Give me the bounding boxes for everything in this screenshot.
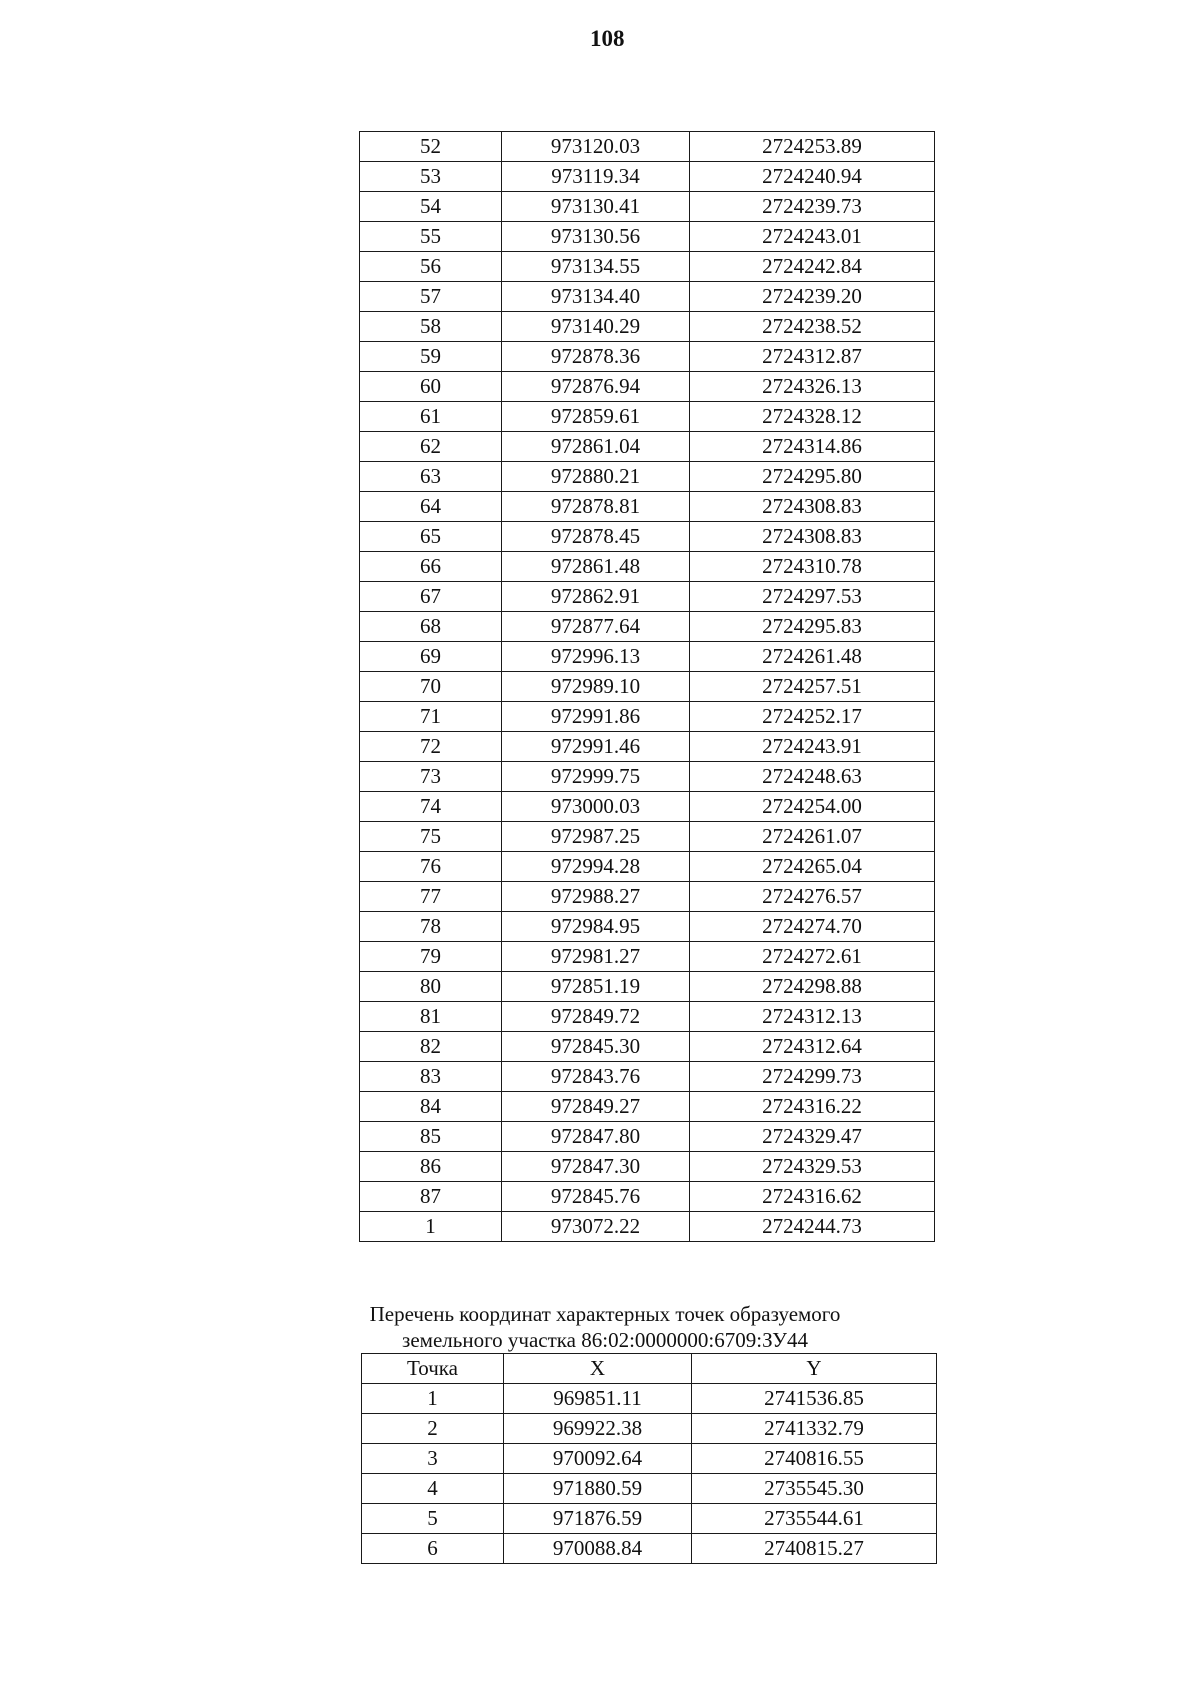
cell-point: 69 xyxy=(360,642,502,672)
cell-y: 2724328.12 xyxy=(690,402,935,432)
cell-x: 972878.45 xyxy=(502,522,690,552)
cell-point: 5 xyxy=(362,1504,504,1534)
table-row xyxy=(360,822,935,852)
cell-x: 970092.64 xyxy=(504,1444,692,1474)
cell-x: 972861.04 xyxy=(502,432,690,462)
cell-x: 972878.81 xyxy=(502,492,690,522)
cell-point: 84 xyxy=(360,1092,502,1122)
cell-point: 6 xyxy=(362,1534,504,1564)
table-row xyxy=(360,252,935,282)
cell-x: 972999.75 xyxy=(502,762,690,792)
cell-point: 64 xyxy=(360,492,502,522)
cell-x: 972981.27 xyxy=(502,942,690,972)
cell-x: 972876.94 xyxy=(502,372,690,402)
table-row xyxy=(360,732,935,762)
table-row xyxy=(360,762,935,792)
cell-y: 2724257.51 xyxy=(690,672,935,702)
cell-x: 972988.27 xyxy=(502,882,690,912)
cell-point: 78 xyxy=(360,912,502,942)
table-row xyxy=(360,1122,935,1152)
table-row xyxy=(360,552,935,582)
cell-y: 2724329.53 xyxy=(690,1152,935,1182)
cell-x: 972847.80 xyxy=(502,1122,690,1152)
cell-x: 973130.56 xyxy=(502,222,690,252)
cell-point: 79 xyxy=(360,942,502,972)
cell-point: 54 xyxy=(360,192,502,222)
cell-y: 2724239.73 xyxy=(690,192,935,222)
cell-y: 2724252.17 xyxy=(690,702,935,732)
cell-y: 2724243.91 xyxy=(690,732,935,762)
table-row xyxy=(360,522,935,552)
cell-point: 3 xyxy=(362,1444,504,1474)
table-row xyxy=(360,312,935,342)
cell-point: 77 xyxy=(360,882,502,912)
table-caption-line-1: Перечень координат характерных точек образуемого xyxy=(369,1302,841,1326)
cell-y: 2724239.20 xyxy=(690,282,935,312)
cell-y: 2724274.70 xyxy=(690,912,935,942)
cell-y: 2724297.53 xyxy=(690,582,935,612)
cell-x: 972880.21 xyxy=(502,462,690,492)
cell-x: 972877.64 xyxy=(502,612,690,642)
cell-point: 71 xyxy=(360,702,502,732)
cell-y: 2740816.55 xyxy=(692,1444,937,1474)
cell-x: 971880.59 xyxy=(504,1474,692,1504)
page-number: 108 xyxy=(590,26,625,51)
cell-point: 1 xyxy=(360,1212,502,1242)
cell-x: 972862.91 xyxy=(502,582,690,612)
cell-y: 2724316.22 xyxy=(690,1092,935,1122)
cell-point: 73 xyxy=(360,762,502,792)
cell-y: 2724253.89 xyxy=(690,132,935,162)
cell-point: 65 xyxy=(360,522,502,552)
table-row xyxy=(360,1092,935,1122)
table-row xyxy=(360,222,935,252)
cell-y: 2724308.83 xyxy=(690,492,935,522)
table-row xyxy=(360,192,935,222)
cell-x: 973130.41 xyxy=(502,192,690,222)
cell-y: 2724240.94 xyxy=(690,162,935,192)
cell-point: 1 xyxy=(362,1384,504,1414)
cell-point: 87 xyxy=(360,1182,502,1212)
cell-x: 972843.76 xyxy=(502,1062,690,1092)
table-row xyxy=(360,1212,935,1242)
cell-x: 972845.76 xyxy=(502,1182,690,1212)
cell-y: 2724316.62 xyxy=(690,1182,935,1212)
cell-x: 969922.38 xyxy=(504,1414,692,1444)
cell-point: 75 xyxy=(360,822,502,852)
table-row xyxy=(362,1444,937,1474)
table-row xyxy=(360,372,935,402)
cell-x: 973120.03 xyxy=(502,132,690,162)
table-row xyxy=(360,1152,935,1182)
cell-y: 2724242.84 xyxy=(690,252,935,282)
cell-y: 2724261.48 xyxy=(690,642,935,672)
cell-point: 60 xyxy=(360,372,502,402)
cell-y: 2724326.13 xyxy=(690,372,935,402)
header-y: Y xyxy=(692,1354,937,1384)
table-row xyxy=(360,282,935,312)
cell-x: 969851.11 xyxy=(504,1384,692,1414)
table-row xyxy=(360,642,935,672)
table-row xyxy=(360,462,935,492)
cell-point: 70 xyxy=(360,672,502,702)
cell-x: 973134.40 xyxy=(502,282,690,312)
table-row xyxy=(360,162,935,192)
table-row xyxy=(360,492,935,522)
cell-y: 2724312.13 xyxy=(690,1002,935,1032)
table-row xyxy=(362,1534,937,1564)
cell-y: 2724238.52 xyxy=(690,312,935,342)
cell-y: 2724314.86 xyxy=(690,432,935,462)
table-row xyxy=(362,1384,937,1414)
cell-x: 970088.84 xyxy=(504,1534,692,1564)
cell-point: 81 xyxy=(360,1002,502,1032)
cell-x: 972845.30 xyxy=(502,1032,690,1062)
cell-point: 53 xyxy=(360,162,502,192)
cell-x: 972861.48 xyxy=(502,552,690,582)
cell-y: 2741332.79 xyxy=(692,1414,937,1444)
cell-x: 973119.34 xyxy=(502,162,690,192)
cell-y: 2735545.30 xyxy=(692,1474,937,1504)
cell-x: 972859.61 xyxy=(502,402,690,432)
cell-x: 972991.46 xyxy=(502,732,690,762)
table-row xyxy=(360,342,935,372)
cell-y: 2741536.85 xyxy=(692,1384,937,1414)
cell-y: 2724243.01 xyxy=(690,222,935,252)
table-row xyxy=(360,1062,935,1092)
cell-y: 2724312.87 xyxy=(690,342,935,372)
table-row xyxy=(360,582,935,612)
table-row xyxy=(362,1504,937,1534)
cell-x: 972878.36 xyxy=(502,342,690,372)
table-row xyxy=(360,432,935,462)
table-row xyxy=(360,1032,935,1062)
plot-coordinates-table-body xyxy=(362,1384,937,1564)
cell-y: 2724298.88 xyxy=(690,972,935,1002)
cell-y: 2724312.64 xyxy=(690,1032,935,1062)
cell-point: 67 xyxy=(360,582,502,612)
table-row xyxy=(360,912,935,942)
cell-point: 61 xyxy=(360,402,502,432)
cell-x: 972996.13 xyxy=(502,642,690,672)
cell-point: 86 xyxy=(360,1152,502,1182)
cell-y: 2724329.47 xyxy=(690,1122,935,1152)
table-row xyxy=(360,1182,935,1212)
table-row xyxy=(362,1474,937,1504)
cell-point: 55 xyxy=(360,222,502,252)
table-row xyxy=(360,702,935,732)
cell-y: 2724299.73 xyxy=(690,1062,935,1092)
cell-y: 2724295.80 xyxy=(690,462,935,492)
table-row xyxy=(360,882,935,912)
cell-x: 972991.86 xyxy=(502,702,690,732)
cell-point: 62 xyxy=(360,432,502,462)
table-caption-line-2: земельного участка 86:02:0000000:6709:ЗУ44 xyxy=(402,1328,808,1352)
header-point: Точка xyxy=(362,1354,504,1384)
cell-x: 972989.10 xyxy=(502,672,690,702)
cell-point: 83 xyxy=(360,1062,502,1092)
cell-y: 2724244.73 xyxy=(690,1212,935,1242)
table-row xyxy=(360,942,935,972)
cell-x: 973072.22 xyxy=(502,1212,690,1242)
cell-y: 2724272.61 xyxy=(690,942,935,972)
cell-y: 2724261.07 xyxy=(690,822,935,852)
cell-x: 973134.55 xyxy=(502,252,690,282)
cell-y: 2724276.57 xyxy=(690,882,935,912)
cell-y: 2724265.04 xyxy=(690,852,935,882)
cell-point: 72 xyxy=(360,732,502,762)
table-row xyxy=(360,612,935,642)
table-row xyxy=(360,402,935,432)
cell-point: 68 xyxy=(360,612,502,642)
cell-point: 56 xyxy=(360,252,502,282)
cell-point: 4 xyxy=(362,1474,504,1504)
cell-point: 58 xyxy=(360,312,502,342)
header-x: X xyxy=(504,1354,692,1384)
plot-coordinates-table xyxy=(361,1353,937,1564)
cell-x: 972847.30 xyxy=(502,1152,690,1182)
cell-y: 2724308.83 xyxy=(690,522,935,552)
cell-x: 973140.29 xyxy=(502,312,690,342)
cell-x: 972849.72 xyxy=(502,1002,690,1032)
table-header-row xyxy=(362,1354,937,1384)
cell-x: 972849.27 xyxy=(502,1092,690,1122)
cell-point: 76 xyxy=(360,852,502,882)
cell-x: 973000.03 xyxy=(502,792,690,822)
cell-y: 2735544.61 xyxy=(692,1504,937,1534)
cell-point: 74 xyxy=(360,792,502,822)
cell-point: 59 xyxy=(360,342,502,372)
table-row xyxy=(360,672,935,702)
cell-point: 57 xyxy=(360,282,502,312)
cell-y: 2724295.83 xyxy=(690,612,935,642)
table-row xyxy=(360,852,935,882)
cell-x: 972987.25 xyxy=(502,822,690,852)
table-row xyxy=(360,972,935,1002)
cell-y: 2724254.00 xyxy=(690,792,935,822)
table-row xyxy=(360,792,935,822)
cell-x: 971876.59 xyxy=(504,1504,692,1534)
cell-point: 85 xyxy=(360,1122,502,1152)
cell-point: 63 xyxy=(360,462,502,492)
cell-point: 52 xyxy=(360,132,502,162)
cell-point: 80 xyxy=(360,972,502,1002)
coordinates-table-body xyxy=(360,132,935,1242)
cell-x: 972984.95 xyxy=(502,912,690,942)
cell-point: 82 xyxy=(360,1032,502,1062)
cell-y: 2740815.27 xyxy=(692,1534,937,1564)
cell-x: 972851.19 xyxy=(502,972,690,1002)
coordinates-table-continued xyxy=(359,131,935,1242)
cell-point: 2 xyxy=(362,1414,504,1444)
table-row xyxy=(360,1002,935,1032)
cell-point: 66 xyxy=(360,552,502,582)
table-row xyxy=(362,1414,937,1444)
table-row xyxy=(360,132,935,162)
cell-y: 2724310.78 xyxy=(690,552,935,582)
cell-x: 972994.28 xyxy=(502,852,690,882)
cell-y: 2724248.63 xyxy=(690,762,935,792)
